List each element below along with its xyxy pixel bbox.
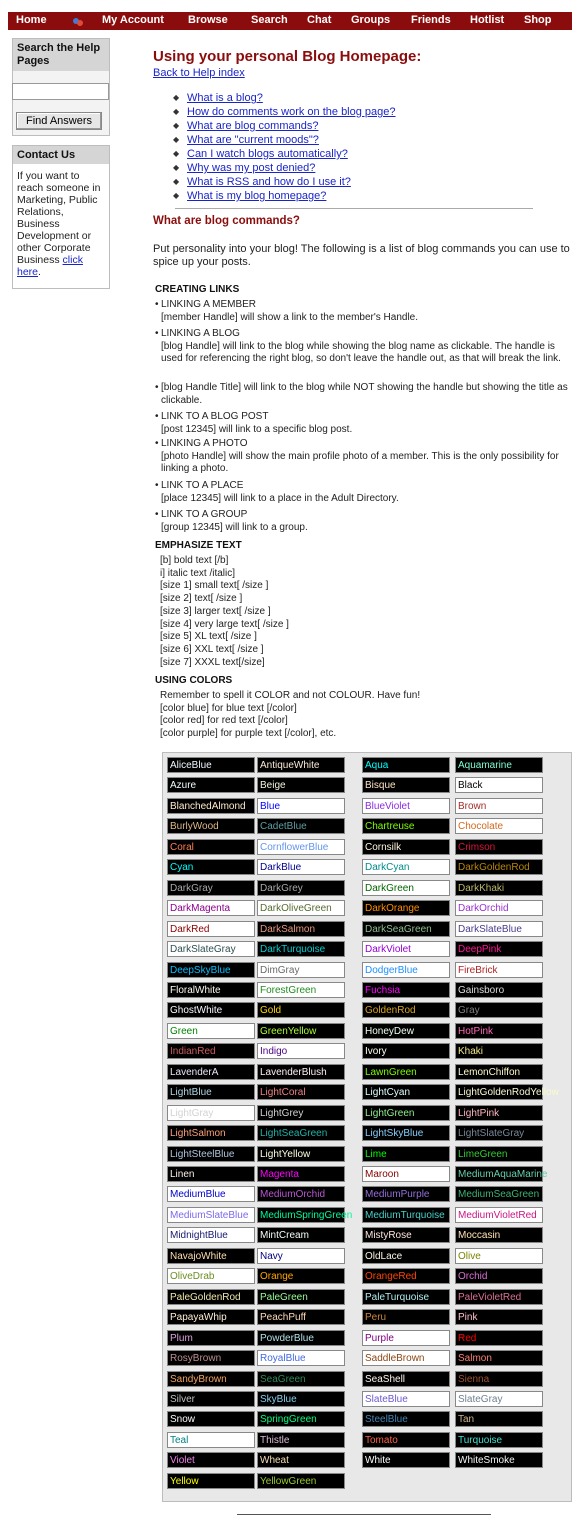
- command-item: [155, 328, 573, 366]
- people-icon[interactable]: [72, 15, 84, 27]
- color-swatch: Snow: [167, 1411, 255, 1427]
- color-swatch: LightSteelBlue: [167, 1146, 255, 1162]
- toc-link-what-is-blog[interactable]: What is a blog?: [187, 92, 263, 104]
- color-swatch: DimGray: [257, 962, 345, 978]
- back-to-help-link[interactable]: Back to Help index: [153, 67, 245, 79]
- color-swatch: Coral: [167, 839, 255, 855]
- color-swatch: OrangeRed: [362, 1268, 450, 1284]
- color-swatch: DarkOliveGreen: [257, 900, 345, 916]
- nav-my-account[interactable]: My Account: [102, 14, 164, 26]
- color-swatch: GhostWhite: [167, 1002, 255, 1018]
- contact-link-click[interactable]: click: [62, 254, 83, 266]
- color-swatch: Gray: [455, 1002, 543, 1018]
- color-swatch: DarkGrey: [257, 880, 345, 896]
- color-swatch: MediumTurquoise: [362, 1207, 450, 1223]
- color-swatch: Teal: [167, 1432, 255, 1448]
- bullet: •: [155, 328, 159, 339]
- command-item: [155, 438, 573, 476]
- color-swatch: MediumVioletRed: [455, 1207, 543, 1223]
- color-swatch: Blue: [257, 798, 345, 814]
- color-swatch: Pink: [455, 1309, 543, 1325]
- toc-link-current-moods[interactable]: What are "current moods"?: [187, 134, 319, 146]
- color-swatch: DarkBlue: [257, 859, 345, 875]
- bullet: •: [155, 509, 159, 520]
- color-swatch: Maroon: [362, 1166, 450, 1182]
- color-swatch: LavenderA: [167, 1064, 255, 1080]
- toc-item: [173, 133, 573, 147]
- nav-groups[interactable]: Groups: [351, 14, 391, 26]
- bullet: •: [155, 299, 159, 310]
- color-swatch: DarkSlateGray: [167, 941, 255, 957]
- color-swatch: Turquoise: [455, 1432, 543, 1448]
- color-swatch: HotPink: [455, 1023, 543, 1039]
- color-swatch: RoyalBlue: [257, 1350, 345, 1366]
- color-swatch: MediumSlateBlue: [167, 1207, 255, 1223]
- color-swatch: DarkSlateBlue: [455, 921, 543, 937]
- contact-title: Contact Us: [13, 146, 109, 164]
- color-swatch: Aqua: [362, 757, 450, 773]
- color-swatch: SpringGreen: [257, 1411, 345, 1427]
- toc-item: [173, 175, 573, 189]
- color-swatch: LightBlue: [167, 1084, 255, 1100]
- color-swatch: PaleGoldenRod: [167, 1289, 255, 1305]
- color-swatch: PowderBlue: [257, 1330, 345, 1346]
- color-swatch: DeepPink: [455, 941, 543, 957]
- section-title: What are blog commands?: [153, 215, 300, 227]
- using-colors-heading: USING COLORS: [155, 675, 233, 686]
- command-text: [group 12345] will link to a group.: [161, 521, 308, 533]
- toc-item: [173, 91, 573, 105]
- toc-link-watch-blogs[interactable]: Can I watch blogs automatically?: [187, 148, 348, 160]
- color-swatch: LightSalmon: [167, 1125, 255, 1141]
- emphasize-line: [size 3] larger text[ /size ]: [160, 605, 271, 617]
- colors-lines: [160, 690, 420, 741]
- color-swatch: GreenYellow: [257, 1023, 345, 1039]
- nav-hotlist[interactable]: Hotlist: [470, 14, 505, 26]
- color-swatch: Violet: [167, 1452, 255, 1468]
- color-swatch: DarkGreen: [362, 880, 450, 896]
- color-swatch: Cyan: [167, 859, 255, 875]
- color-swatch: Gold: [257, 1002, 345, 1018]
- command-text: [post 12345] will link to a specific blog post.: [161, 423, 353, 435]
- color-swatch: OliveDrab: [167, 1268, 255, 1284]
- color-swatch: SandyBrown: [167, 1371, 255, 1387]
- nav-shop[interactable]: Shop: [524, 14, 552, 26]
- emphasize-line: [size 7] XXXL text[/size]: [160, 656, 265, 668]
- color-swatch: Crimson: [455, 839, 543, 855]
- help-search-title: Search the Help Pages: [13, 39, 109, 71]
- page-title: Using your personal Blog Homepage:: [153, 48, 422, 65]
- bullet: •: [155, 382, 159, 393]
- color-swatch: PaleGreen: [257, 1289, 345, 1305]
- color-swatch: Red: [455, 1330, 543, 1346]
- divider: [175, 208, 533, 209]
- color-swatch: Peru: [362, 1309, 450, 1325]
- color-swatch: PaleVioletRed: [455, 1289, 543, 1305]
- toc-item: [173, 161, 573, 175]
- command-item: [155, 382, 573, 407]
- color-swatch: WhiteSmoke: [455, 1452, 543, 1468]
- color-swatch: AntiqueWhite: [257, 757, 345, 773]
- color-swatch: Gainsboro: [455, 982, 543, 998]
- color-swatch: OldLace: [362, 1248, 450, 1264]
- command-item: [155, 411, 573, 436]
- color-swatch: Silver: [167, 1391, 255, 1407]
- bullet: •: [155, 438, 159, 449]
- color-swatch: DarkGoldenRod: [455, 859, 543, 875]
- color-swatch: Thistle: [257, 1432, 345, 1448]
- colors-line: [color purple] for purple text [/color], etc.: [160, 728, 337, 740]
- color-swatch: Fuchsia: [362, 982, 450, 998]
- color-swatch: Sienna: [455, 1371, 543, 1387]
- color-swatch: SkyBlue: [257, 1391, 345, 1407]
- color-swatch: CornflowerBlue: [257, 839, 345, 855]
- color-swatch: MediumPurple: [362, 1186, 450, 1202]
- color-swatch: SaddleBrown: [362, 1350, 450, 1366]
- color-swatch: Khaki: [455, 1043, 543, 1059]
- nav-browse[interactable]: Browse: [188, 14, 228, 26]
- color-swatch: Tan: [455, 1411, 543, 1427]
- command-title: LINKING A PHOTO: [161, 438, 248, 449]
- contact-end: .: [38, 266, 41, 278]
- color-swatch: BurlyWood: [167, 818, 255, 834]
- color-swatch: Tomato: [362, 1432, 450, 1448]
- toc-item: [173, 147, 573, 161]
- color-swatch: PapayaWhip: [167, 1309, 255, 1325]
- color-swatch: SteelBlue: [362, 1411, 450, 1427]
- color-swatch: LightSkyBlue: [362, 1125, 450, 1141]
- toc-link-comments[interactable]: How do comments work on the blog page?: [187, 106, 396, 118]
- color-swatch: MediumOrchid: [257, 1186, 345, 1202]
- toc-link-post-denied[interactable]: Why was my post denied?: [187, 162, 316, 174]
- emphasize-lines: [160, 555, 289, 669]
- toc-link-blog-commands[interactable]: What are blog commands?: [187, 120, 319, 132]
- color-swatch: Olive: [455, 1248, 543, 1264]
- intro-text: Put personality into your blog! The following is a list of blog commands you can use to spice up your posts.: [153, 243, 570, 268]
- command-title: LINK TO A BLOG POST: [161, 411, 269, 422]
- color-swatch: LightGrey: [257, 1105, 345, 1121]
- color-swatch: GoldenRod: [362, 1002, 450, 1018]
- top-nav: [8, 12, 572, 30]
- emphasize-heading: EMPHASIZE TEXT: [155, 540, 242, 551]
- contact-body: If you want to reach someone in Marketing, Public Relations, Business Development or other Corporate Business: [17, 170, 101, 266]
- color-swatch: LightGray: [167, 1105, 255, 1121]
- color-swatch: Yellow: [167, 1473, 255, 1489]
- footer-divider: [237, 1514, 491, 1515]
- emphasize-line: [size 4] very large text[ /size ]: [160, 618, 289, 630]
- color-swatch: AliceBlue: [167, 757, 255, 773]
- color-swatch: Lime: [362, 1146, 450, 1162]
- command-title: [blog Handle Title] will link to the blog while NOT showing the handle but showing the title as clickable.: [161, 382, 568, 406]
- color-swatch: FloralWhite: [167, 982, 255, 998]
- emphasize-line: [size 1] small text[ /size ]: [160, 580, 269, 592]
- color-swatch: Magenta: [257, 1166, 345, 1182]
- color-swatch: DarkSalmon: [257, 921, 345, 937]
- color-swatch: LawnGreen: [362, 1064, 450, 1080]
- command-item: [155, 480, 573, 505]
- command-text: [place 12345] will link to a place in the Adult Directory.: [161, 492, 399, 504]
- color-swatch: PaleTurquoise: [362, 1289, 450, 1305]
- color-swatch: Wheat: [257, 1452, 345, 1468]
- color-swatch: IndianRed: [167, 1043, 255, 1059]
- contact-box: [12, 145, 110, 289]
- creating-links-heading: CREATING LINKS: [155, 284, 240, 295]
- color-swatch: Moccasin: [455, 1227, 543, 1243]
- color-swatch: MediumSpringGreen: [257, 1207, 345, 1223]
- command-title: LINKING A BLOG: [161, 328, 240, 339]
- color-swatch: Chartreuse: [362, 818, 450, 834]
- color-swatch: RosyBrown: [167, 1350, 255, 1366]
- command-title: LINK TO A PLACE: [161, 480, 244, 491]
- emphasize-line: i] italic text /italic]: [160, 567, 236, 579]
- color-table: [162, 752, 572, 1502]
- contact-link-here[interactable]: here: [17, 266, 39, 278]
- color-swatch: HoneyDew: [362, 1023, 450, 1039]
- color-swatch: Orchid: [455, 1268, 543, 1284]
- command-item: [155, 299, 573, 324]
- color-swatch: LightSlateGray: [455, 1125, 543, 1141]
- color-swatch: ForestGreen: [257, 982, 345, 998]
- color-swatch: LightPink: [455, 1105, 543, 1121]
- bullet: •: [155, 480, 159, 491]
- color-swatch: PeachPuff: [257, 1309, 345, 1325]
- bullet: •: [155, 411, 159, 422]
- color-swatch: DarkCyan: [362, 859, 450, 875]
- color-swatch: LightGreen: [362, 1105, 450, 1121]
- color-swatch: MintCream: [257, 1227, 345, 1243]
- color-swatch: SlateGray: [455, 1391, 543, 1407]
- colors-line: [color red] for red text [/color]: [160, 715, 288, 727]
- emphasize-line: [size 6] XXL text[ /size ]: [160, 643, 264, 655]
- color-swatch: Salmon: [455, 1350, 543, 1366]
- color-swatch: LightYellow: [257, 1146, 345, 1162]
- color-swatch: MistyRose: [362, 1227, 450, 1243]
- emphasize-line: [size 2] text[ /size ]: [160, 593, 243, 605]
- colors-line: [color blue] for blue text [/color]: [160, 702, 297, 714]
- nav-friends[interactable]: Friends: [411, 14, 451, 26]
- color-swatch: Navy: [257, 1248, 345, 1264]
- color-swatch: Plum: [167, 1330, 255, 1346]
- color-swatch: DarkMagenta: [167, 900, 255, 916]
- color-swatch: LemonChiffon: [455, 1064, 543, 1080]
- color-swatch: Purple: [362, 1330, 450, 1346]
- color-swatch: Ivory: [362, 1043, 450, 1059]
- color-swatch: LavenderBlush: [257, 1064, 345, 1080]
- color-swatch: SlateBlue: [362, 1391, 450, 1407]
- color-swatch: LimeGreen: [455, 1146, 543, 1162]
- main-content: [153, 48, 573, 203]
- color-swatch: DarkGray: [167, 880, 255, 896]
- toc-item: [173, 105, 573, 119]
- color-swatch: Black: [455, 777, 543, 793]
- find-answers-button[interactable]: Find Answers: [16, 112, 102, 130]
- color-swatch: NavajoWhite: [167, 1248, 255, 1264]
- colors-line: Remember to spell it COLOR and not COLOUR. Have fun!: [160, 690, 421, 701]
- color-swatch: DarkViolet: [362, 941, 450, 957]
- color-swatch: Green: [167, 1023, 255, 1039]
- color-swatch: Indigo: [257, 1043, 345, 1059]
- color-swatch: Azure: [167, 777, 255, 793]
- toc-item: [173, 189, 573, 203]
- command-title: LINK TO A GROUP: [161, 509, 248, 520]
- color-swatch: Cornsilk: [362, 839, 450, 855]
- toc-link-blog-homepage[interactable]: What is my blog homepage?: [187, 190, 327, 202]
- color-swatch: FireBrick: [455, 962, 543, 978]
- color-swatch: SeaGreen: [257, 1371, 345, 1387]
- color-swatch: DarkSeaGreen: [362, 921, 450, 937]
- color-swatch: MediumSeaGreen: [455, 1186, 543, 1202]
- command-text: [photo Handle] will show the main profile photo of a member. This is the only possibility for linking a photo.: [161, 450, 559, 474]
- color-swatch: LightGoldenRodYellow: [455, 1084, 543, 1100]
- color-swatch: DarkOrange: [362, 900, 450, 916]
- nav-home[interactable]: Home: [16, 14, 47, 26]
- contact-text: [13, 164, 109, 288]
- color-swatch: Chocolate: [455, 818, 543, 834]
- toc-list: [153, 91, 573, 203]
- toc-item: [173, 119, 573, 133]
- command-item: [155, 509, 573, 534]
- nav-search[interactable]: Search: [251, 14, 288, 26]
- color-swatch: Brown: [455, 798, 543, 814]
- color-swatch: Orange: [257, 1268, 345, 1284]
- color-swatch: MediumBlue: [167, 1186, 255, 1202]
- color-swatch: SeaShell: [362, 1371, 450, 1387]
- color-swatch: YellowGreen: [257, 1473, 345, 1489]
- color-swatch: CadetBlue: [257, 818, 345, 834]
- nav-chat[interactable]: Chat: [307, 14, 332, 26]
- color-swatch: LightCoral: [257, 1084, 345, 1100]
- color-swatch: DarkRed: [167, 921, 255, 937]
- color-swatch: DeepSkyBlue: [167, 962, 255, 978]
- color-swatch: DarkKhaki: [455, 880, 543, 896]
- color-swatch: BlanchedAlmond: [167, 798, 255, 814]
- color-swatch: Bisque: [362, 777, 450, 793]
- emphasize-line: [size 5] XL text[ /size ]: [160, 631, 257, 643]
- emphasize-line: [b] bold text [/b]: [160, 555, 229, 566]
- command-text: [member Handle] will show a link to the member's Handle.: [161, 311, 419, 323]
- color-swatch: Linen: [167, 1166, 255, 1182]
- color-swatch: LightSeaGreen: [257, 1125, 345, 1141]
- color-swatch: DodgerBlue: [362, 962, 450, 978]
- color-swatch: BlueViolet: [362, 798, 450, 814]
- color-swatch: LightCyan: [362, 1084, 450, 1100]
- help-search-input[interactable]: [12, 83, 109, 100]
- command-title: LINKING A MEMBER: [161, 299, 257, 310]
- toc-link-rss[interactable]: What is RSS and how do I use it?: [187, 176, 351, 188]
- color-swatch: DarkOrchid: [455, 900, 543, 916]
- color-swatch: Beige: [257, 777, 345, 793]
- color-swatch: DarkTurquoise: [257, 941, 345, 957]
- color-swatch: Aquamarine: [455, 757, 543, 773]
- color-swatch: White: [362, 1452, 450, 1468]
- color-swatch: MediumAquaMarine: [455, 1166, 543, 1182]
- command-text: [blog Handle] will link to the blog while showing the blog name as clickable. The handle is used for referencing the right blog, so don't leave the handle out, as that will break the link.: [161, 340, 561, 364]
- color-swatch: MidnightBlue: [167, 1227, 255, 1243]
